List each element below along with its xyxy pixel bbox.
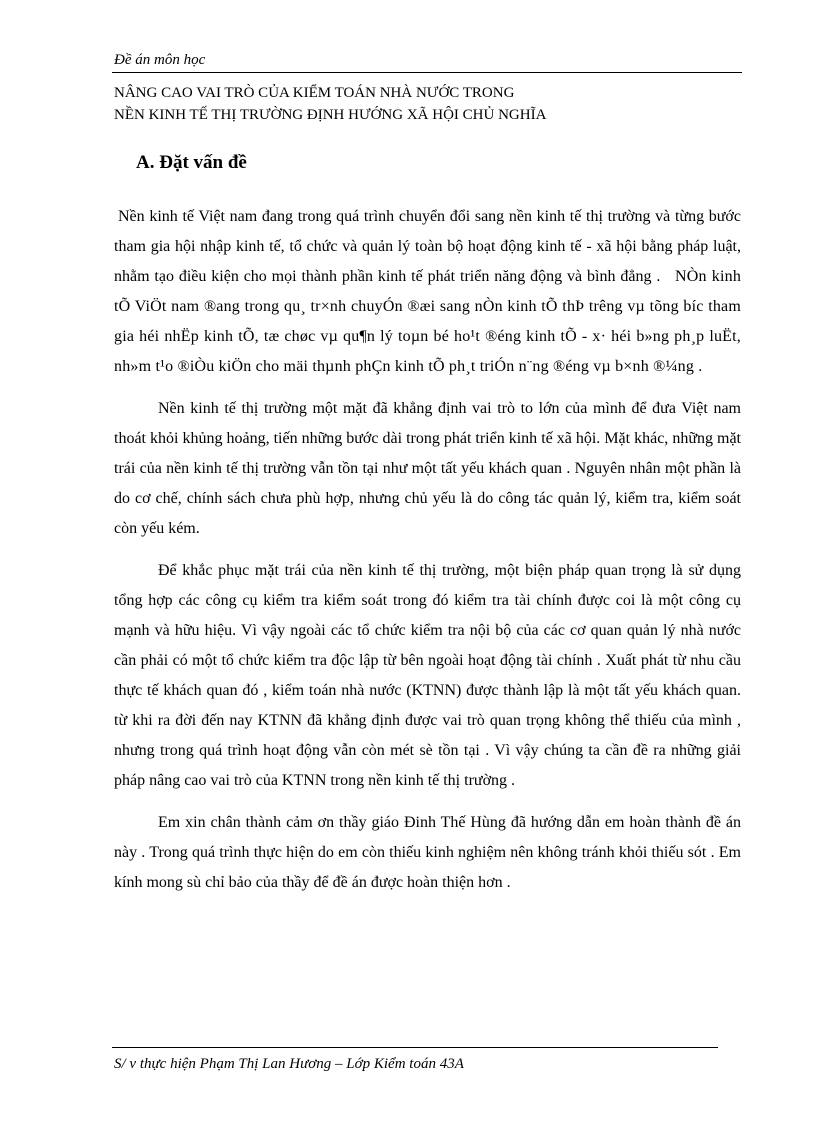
header-divider [112,72,742,73]
section-heading: A. Đặt vấn đề [136,152,247,173]
page-header-label: Đề án môn học [114,52,206,68]
paragraph: Em xin chân thành cảm ơn thầy giáo Đinh Thế Hùng đã hướng dẫn em hoàn thành đề án này . Trong quá trình thực hiện do em còn thiếu kinh nghiệm nên không tránh khỏi thiếu sót . Em kính mong sù chỉ bảo của thầy để đề án được hoàn thiện hơn . [114,814,741,891]
page-footer-label: S/ v thực hiện Phạm Thị Lan Hương – Lớp Kiểm toán 43A [114,1056,464,1072]
document-title [114,82,754,126]
body-text [114,202,741,898]
footer-divider [112,1047,718,1048]
title-line: NÂNG CAO VAI TRÒ CỦA KIỂM TOÁN NHÀ NƯỚC TRONG [114,85,515,101]
paragraph [114,202,741,382]
paragraph-text: Nền kinh tế Việt nam đang trong quá trình chuyển đổi sang nền kinh tế thị trường và từng bước tham gia hội nhập kinh tế, tổ chức và quản lý toàn bộ hoạt động kinh tế - xã hội bằng pháp luật, nhằm tạo điều kiện cho mọi thành phần kinh tế phát triển năng động và bình đẳng . [114,208,741,285]
title-line: NỀN KINH TẾ THỊ TRƯỜNG ĐỊNH HƯỚNG XÃ HỘI CHỦ NGHĨA [114,107,547,123]
garbled-encoding-text: NÒn kinh tÕ ViÖt nam ®ang trong qu¸ tr×nh chuyÓn ®æi sang nÒn kinh tÕ thÞ trêng vµ tõng bíc tham gia héi nhËp kinh tÕ, tæ chøc vµ qu¶n lý toµn bé ho¹t ®éng kinh tÕ - x· héi b»ng ph¸p luËt, nh»m t¹o ®iÒu kiÖn cho mäi thµnh phÇn kinh tÕ ph¸t triÓn n¨ng ®éng vµ b×nh ®¼ng . [114,268,742,375]
paragraph: Để khắc phục mặt trái của nền kinh tế thị trường, một biện pháp quan trọng là sử dụng tổng hợp các công cụ kiểm tra kiểm soát trong đó kiểm tra tài chính được coi là một công cụ mạnh và hữu hiệu. Vì vậy ngoài các tổ chức kiểm tra nội bộ của các cơ quan quản lý nhà nước cần phải có một tổ chức kiểm tra độc lập từ bên ngoài hoạt động tài chính . Xuất phát từ nhu cầu thực tế khách quan đó , kiểm toán nhà nước (KTNN) được thành lập là một tất yếu khách quan. từ khi ra đời đến nay KTNN đã khẳng định được vai trò quan trọng không thể thiếu của mình , nhưng trong quá trình hoạt động vẫn còn mét sè tồn tại . Vì vậy chúng ta cần đề ra những giải pháp nâng cao vai trò của KTNN trong nền kinh tế thị trường . [114,562,741,789]
paragraph: Nền kinh tế thị trường một mặt đã khẳng định vai trò to lớn của mình để đưa Việt nam thoát khỏi khủng hoảng, tiến những bước dài trong phát triển kinh tế xã hội. Mặt khác, những mặt trái của nền kinh tế thị trường vẫn tồn tại như một tất yếu khách quan . Nguyên nhân một phần là do cơ chế, chính sách chưa phù hợp, nhưng chủ yếu là do công tác quản lý, kiểm tra, kiểm soát còn yếu kém. [114,400,741,537]
